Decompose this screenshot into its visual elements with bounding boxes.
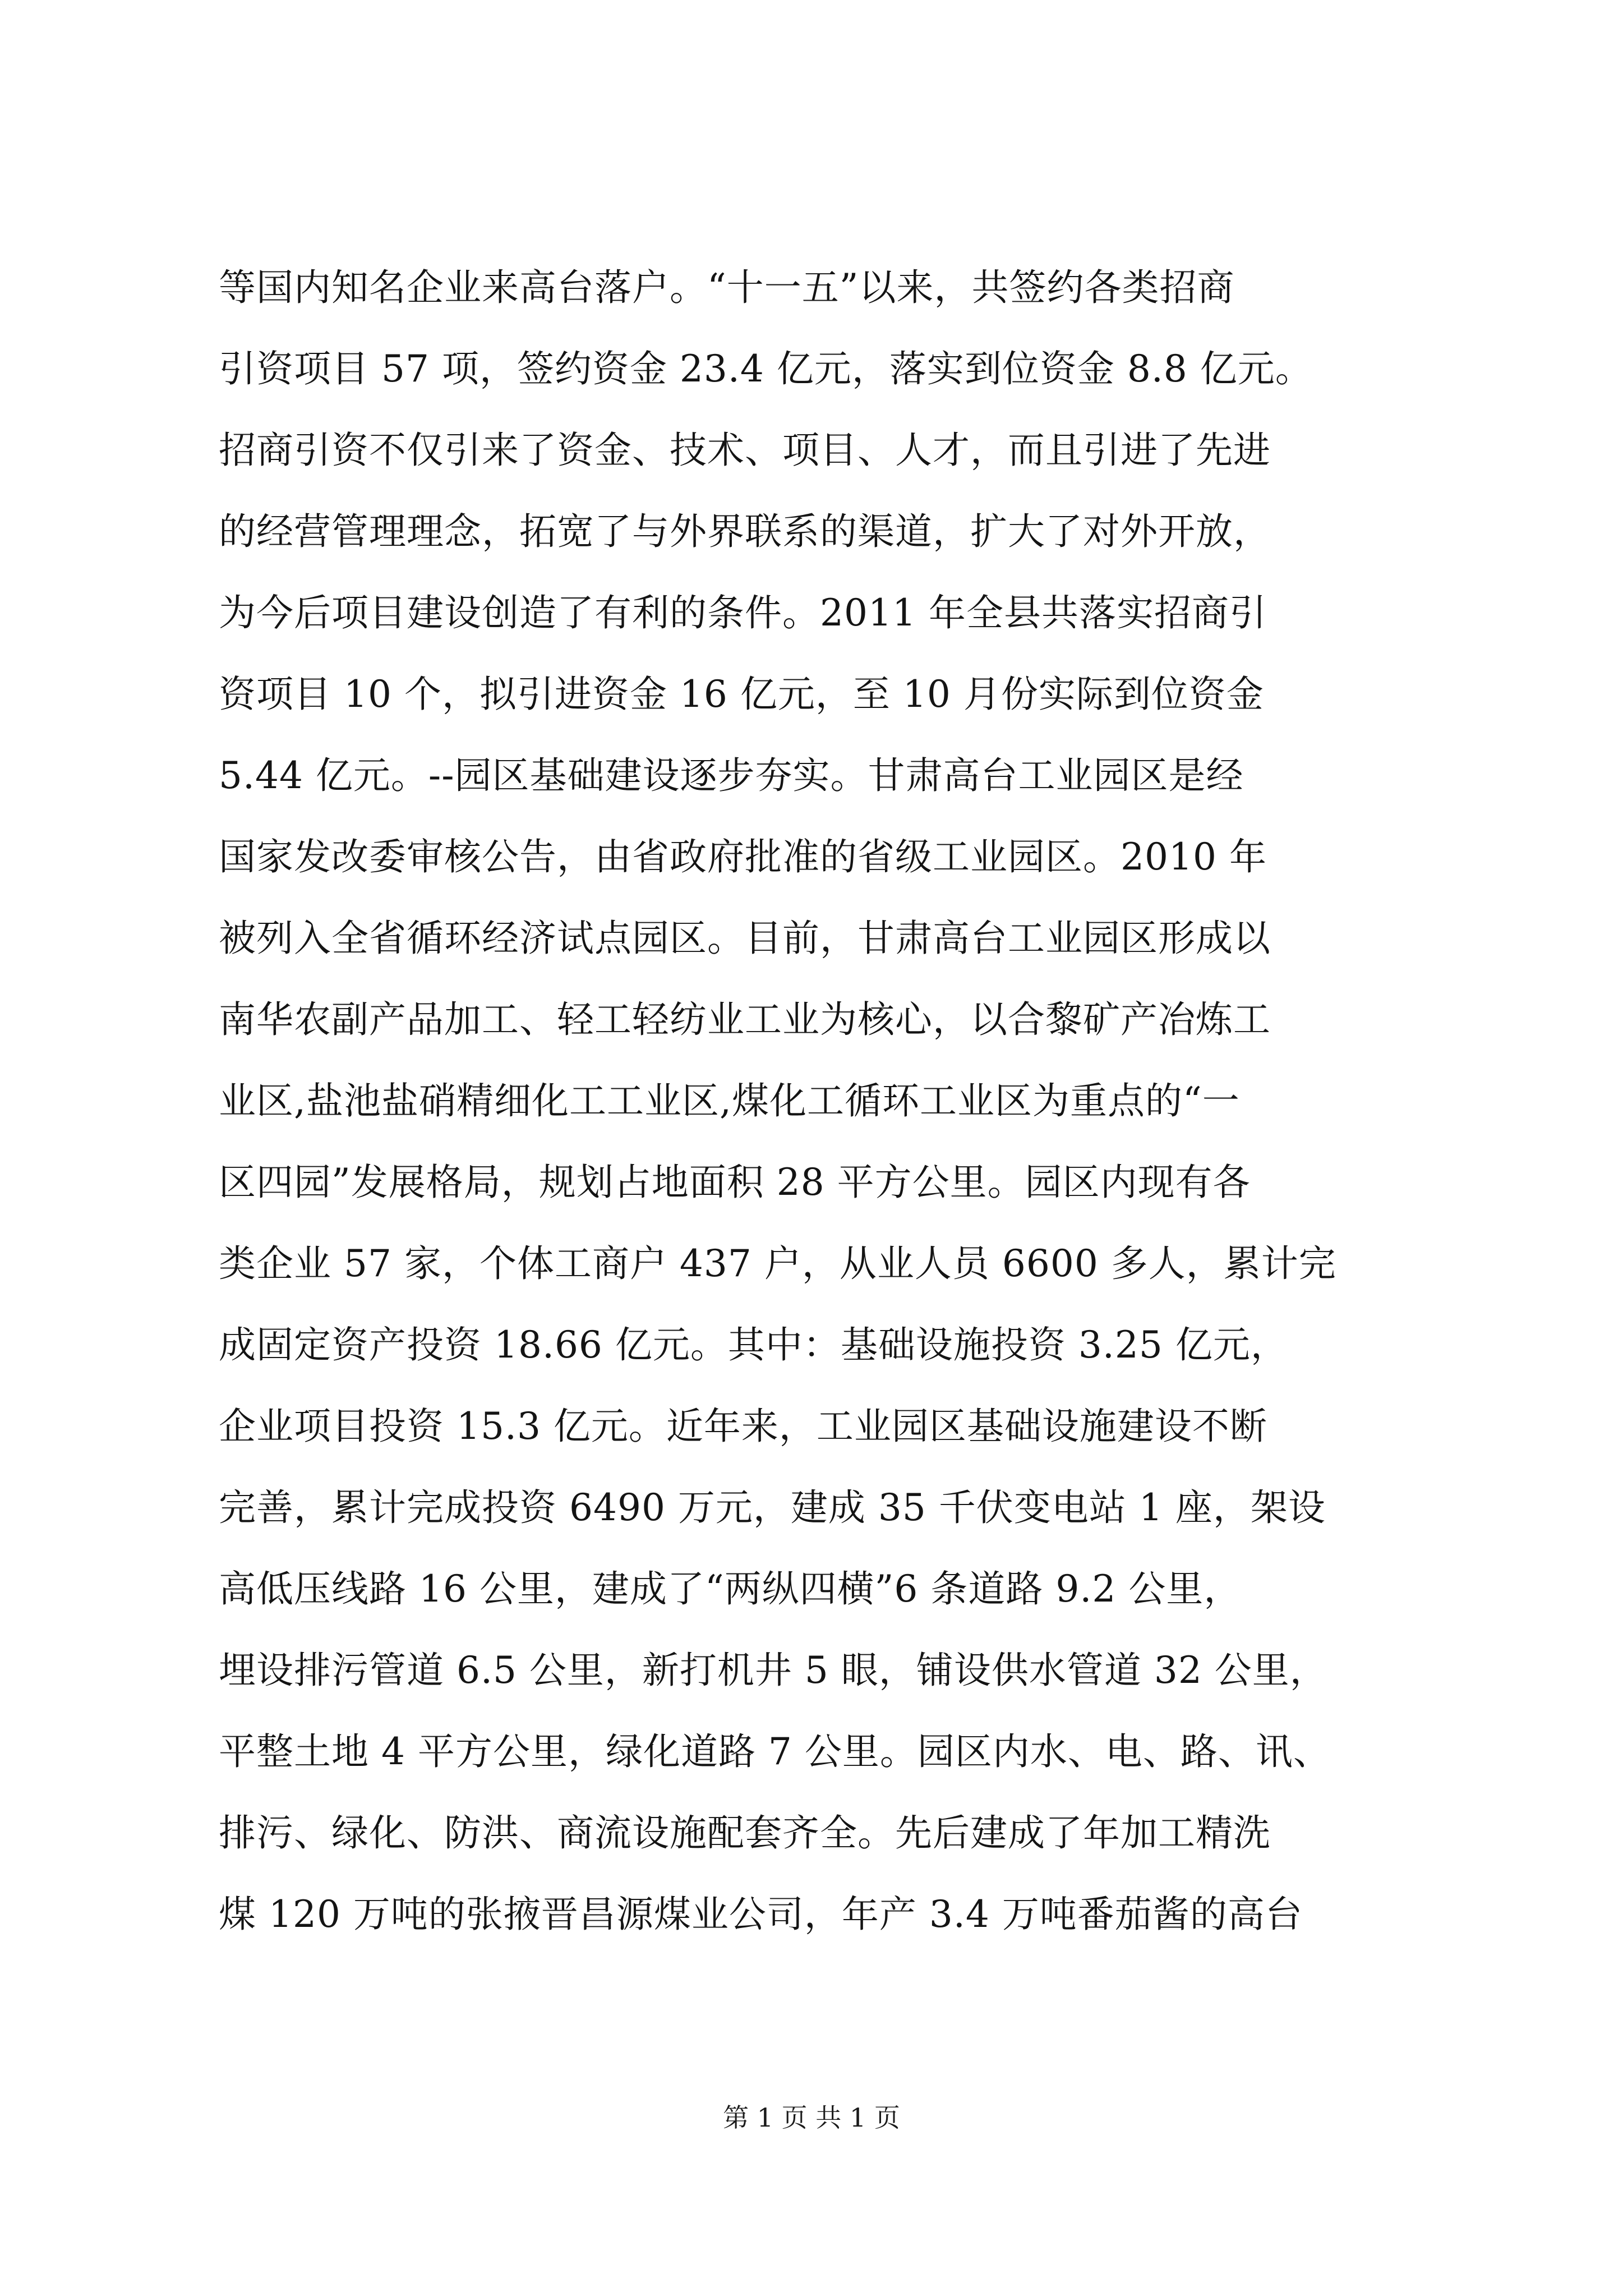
text-line: 埋设排污管道 6.5 公里，新打机井 5 眼，铺设供水管道 32 公里， (219, 1649, 1327, 1692)
text-line: 资项目 10 个，拟引进资金 16 亿元，至 10 月份实际到位资金 (219, 673, 1264, 716)
text-line: 为今后项目建设创造了有利的条件。2011 年全县共落实招商引 (219, 591, 1267, 634)
text-line: 区四园”发展格局，规划占地面积 28 平方公里。园区内现有各 (219, 1161, 1251, 1204)
text-line: 国家发改委审核公告，由省政府批准的省级工业园区。2010 年 (219, 835, 1267, 878)
text-line: 类企业 57 家，个体工商户 437 户，从业人员 6600 多人，累计完 (219, 1242, 1336, 1285)
text-line: 企业项目投资 15.3 亿元。近年来，工业园区基础设施建设不断 (219, 1405, 1267, 1448)
text-line: 的经营管理理念，拓宽了与外界联系的渠道，扩大了对外开放， (219, 510, 1271, 553)
text-line: 成固定资产投资 18.66 亿元。其中：基础设施投资 3.25 亿元， (219, 1323, 1288, 1366)
page-number-label: 第 1 页 共 1 页 (723, 2102, 900, 2133)
text-line: 等国内知名企业来高台落户。“十一五”以来，共签约各类招商 (219, 266, 1235, 309)
text-line: 平整土地 4 平方公里，绿化道路 7 公里。园区内水、电、路、讯、 (219, 1730, 1331, 1773)
page-footer (0, 2098, 1623, 2137)
text-line: 高低压线路 16 公里，建成了“两纵四横”6 条道路 9.2 公里， (219, 1567, 1242, 1611)
text-line: 被列入全省循环经济试点园区。目前，甘肃高台工业园区形成以 (219, 917, 1271, 960)
text-line: 完善，累计完成投资 6490 万元，建成 35 千伏变电站 1 座，架设 (219, 1486, 1326, 1529)
text-line: 引资项目 57 项，签约资金 23.4 亿元，落实到位资金 8.8 亿元。 (219, 347, 1313, 390)
text-line: 招商引资不仅引来了资金、技术、项目、人才，而且引进了先进 (219, 429, 1271, 472)
text-line: 南华农副产品加工、轻工轻纺业工业为核心，以合黎矿产冶炼工 (219, 998, 1271, 1041)
body-text (219, 247, 1453, 1955)
text-line: 业区,盐池盐硝精细化工工业区,煤化工循环工业区为重点的“一 (219, 1079, 1240, 1122)
text-line: 5.44 亿元。--园区基础建设逐步夯实。甘肃高台工业园区是经 (219, 754, 1244, 797)
text-line: 排污、绿化、防洪、商流设施配套齐全。先后建成了年加工精洗 (219, 1811, 1271, 1855)
text-line: 煤 120 万吨的张掖晋昌源煤业公司，年产 3.4 万吨番茄酱的高台 (219, 1893, 1303, 1936)
